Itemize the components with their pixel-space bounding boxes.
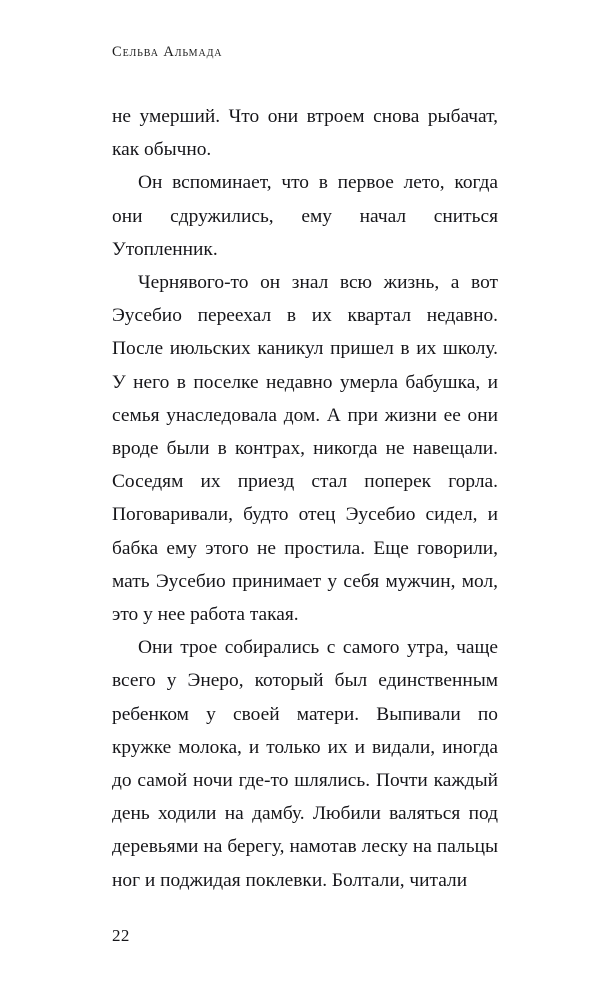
running-head: Сельва Альмада [112, 44, 223, 60]
paragraph: не умерший. Что они втроем снова рыбачат, как обычно. [112, 106, 498, 161]
paragraph: Чернявого-то он знал всю жизнь, а вот Эусебио переехал в их квартал недавно. После июльских каникул пришел в их школу. У него в поселке недавно умерла бабушка, и семья унаследовала дом. А при жизни ее они вроде были в контрах, никогда не навещали. Соседям их приезд стал поперек горла. Поговаривали, будто отец Эусебио сидел, и бабка ему этого не простила. Еще говорили, мать Эусебио принимает у себя мужчин, мол, это у нее работа такая. [112, 272, 498, 626]
paragraph: Они трое собирались с самого утра, чаще всего у Энеро, который был единственным ребенком у своей матери. Выпивали по кружке молока, и только их и видали, иногда до самой ночи где-то шлялись. Почти каждый день ходили на дамбу. Любили валяться под деревьями на берегу, намотав леску на пальцы ног и поджидая поклевки. Болтали, читали [112, 637, 498, 891]
paragraph: Он вспоминает, что в первое лето, когда они сдружились, ему начал сниться Утопленник. [112, 172, 498, 260]
page-number: 22 [112, 926, 130, 945]
body-text [112, 100, 498, 897]
